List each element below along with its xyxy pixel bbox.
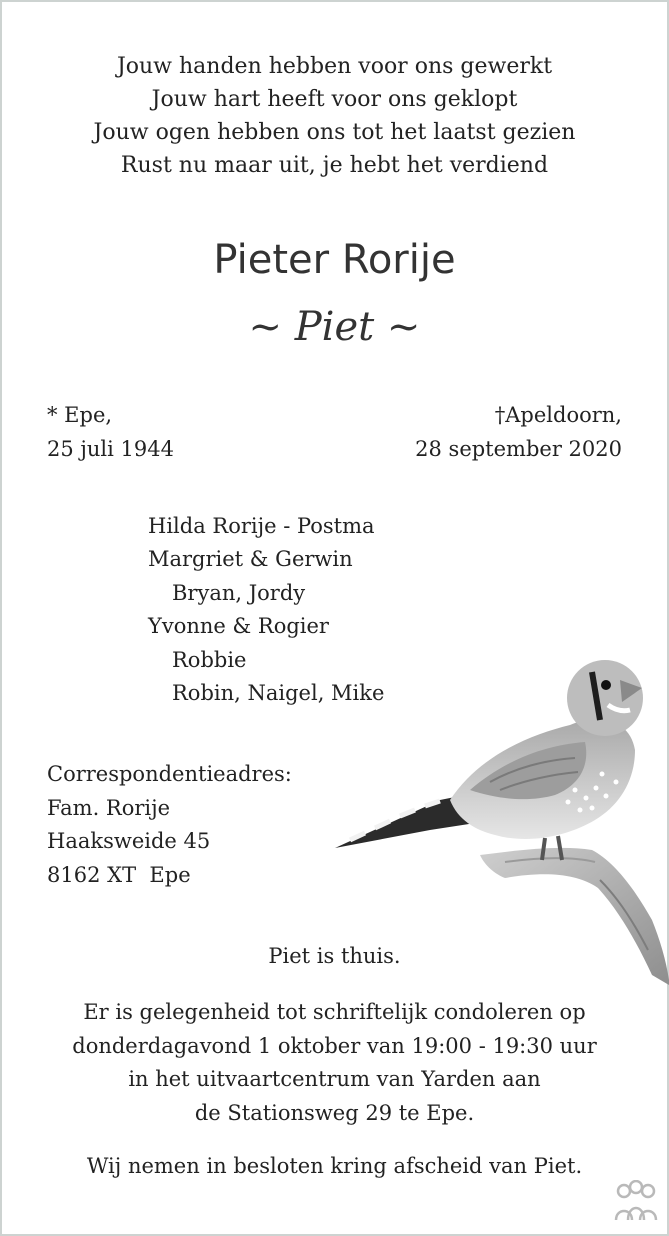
death-place: †Apeldoorn, xyxy=(494,403,622,427)
bird-icon xyxy=(330,650,669,985)
family-logo-icon xyxy=(612,1180,660,1222)
condolence-line: donderdagavond 1 oktober van 19:00 - 19:30 uur xyxy=(72,1033,597,1058)
home-notice: Piet is thuis. xyxy=(268,944,401,968)
family-member: Yvonne & Rogier xyxy=(148,614,329,639)
family-member: Bryan, Jordy xyxy=(172,580,306,605)
poem xyxy=(0,50,669,182)
family-member: Robbie xyxy=(172,647,247,672)
poem-line: Rust nu maar uit, je hebt het verdiend xyxy=(120,153,549,178)
address-label: Correspondentieadres: xyxy=(47,762,292,786)
death-date: 28 september 2020 xyxy=(415,437,622,461)
death-info xyxy=(415,398,622,466)
poem-line: Jouw hart heeft voor ons geklopt xyxy=(151,87,518,112)
correspondence-address xyxy=(47,758,292,892)
address-line: 8162 XT Epe xyxy=(47,862,191,887)
address-line: Haaksweide 45 xyxy=(47,829,211,853)
address-line: Fam. Rorije xyxy=(47,795,171,820)
family-member: Margriet & Gerwin xyxy=(148,547,353,572)
condolence-line: de Stationsweg 29 te Epe. xyxy=(194,1100,475,1125)
birth-date: 25 juli 1944 xyxy=(47,437,174,461)
family-member: Hilda Rorije - Postma xyxy=(148,514,375,538)
farewell-notice: Wij nemen in besloten kring afscheid van Piet. xyxy=(86,1154,583,1178)
condolence-info xyxy=(0,996,669,1130)
poem-line: Jouw handen hebben voor ons gewerkt xyxy=(116,54,553,79)
birth-info xyxy=(47,398,174,466)
family-member: Robin, Naigel, Mike xyxy=(172,681,385,706)
deceased-nickname: ~ Piet ~ xyxy=(248,304,421,350)
deceased-name: Pieter Rorije xyxy=(213,237,456,283)
birth-place: * Epe, xyxy=(47,403,113,427)
condolence-line: in het uitvaartcentrum van Yarden aan xyxy=(128,1067,541,1091)
poem-line: Jouw ogen hebben ons tot het laatst gezien xyxy=(93,120,576,145)
condolence-line: Er is gelegenheid tot schriftelijk condoleren op xyxy=(83,1000,586,1024)
